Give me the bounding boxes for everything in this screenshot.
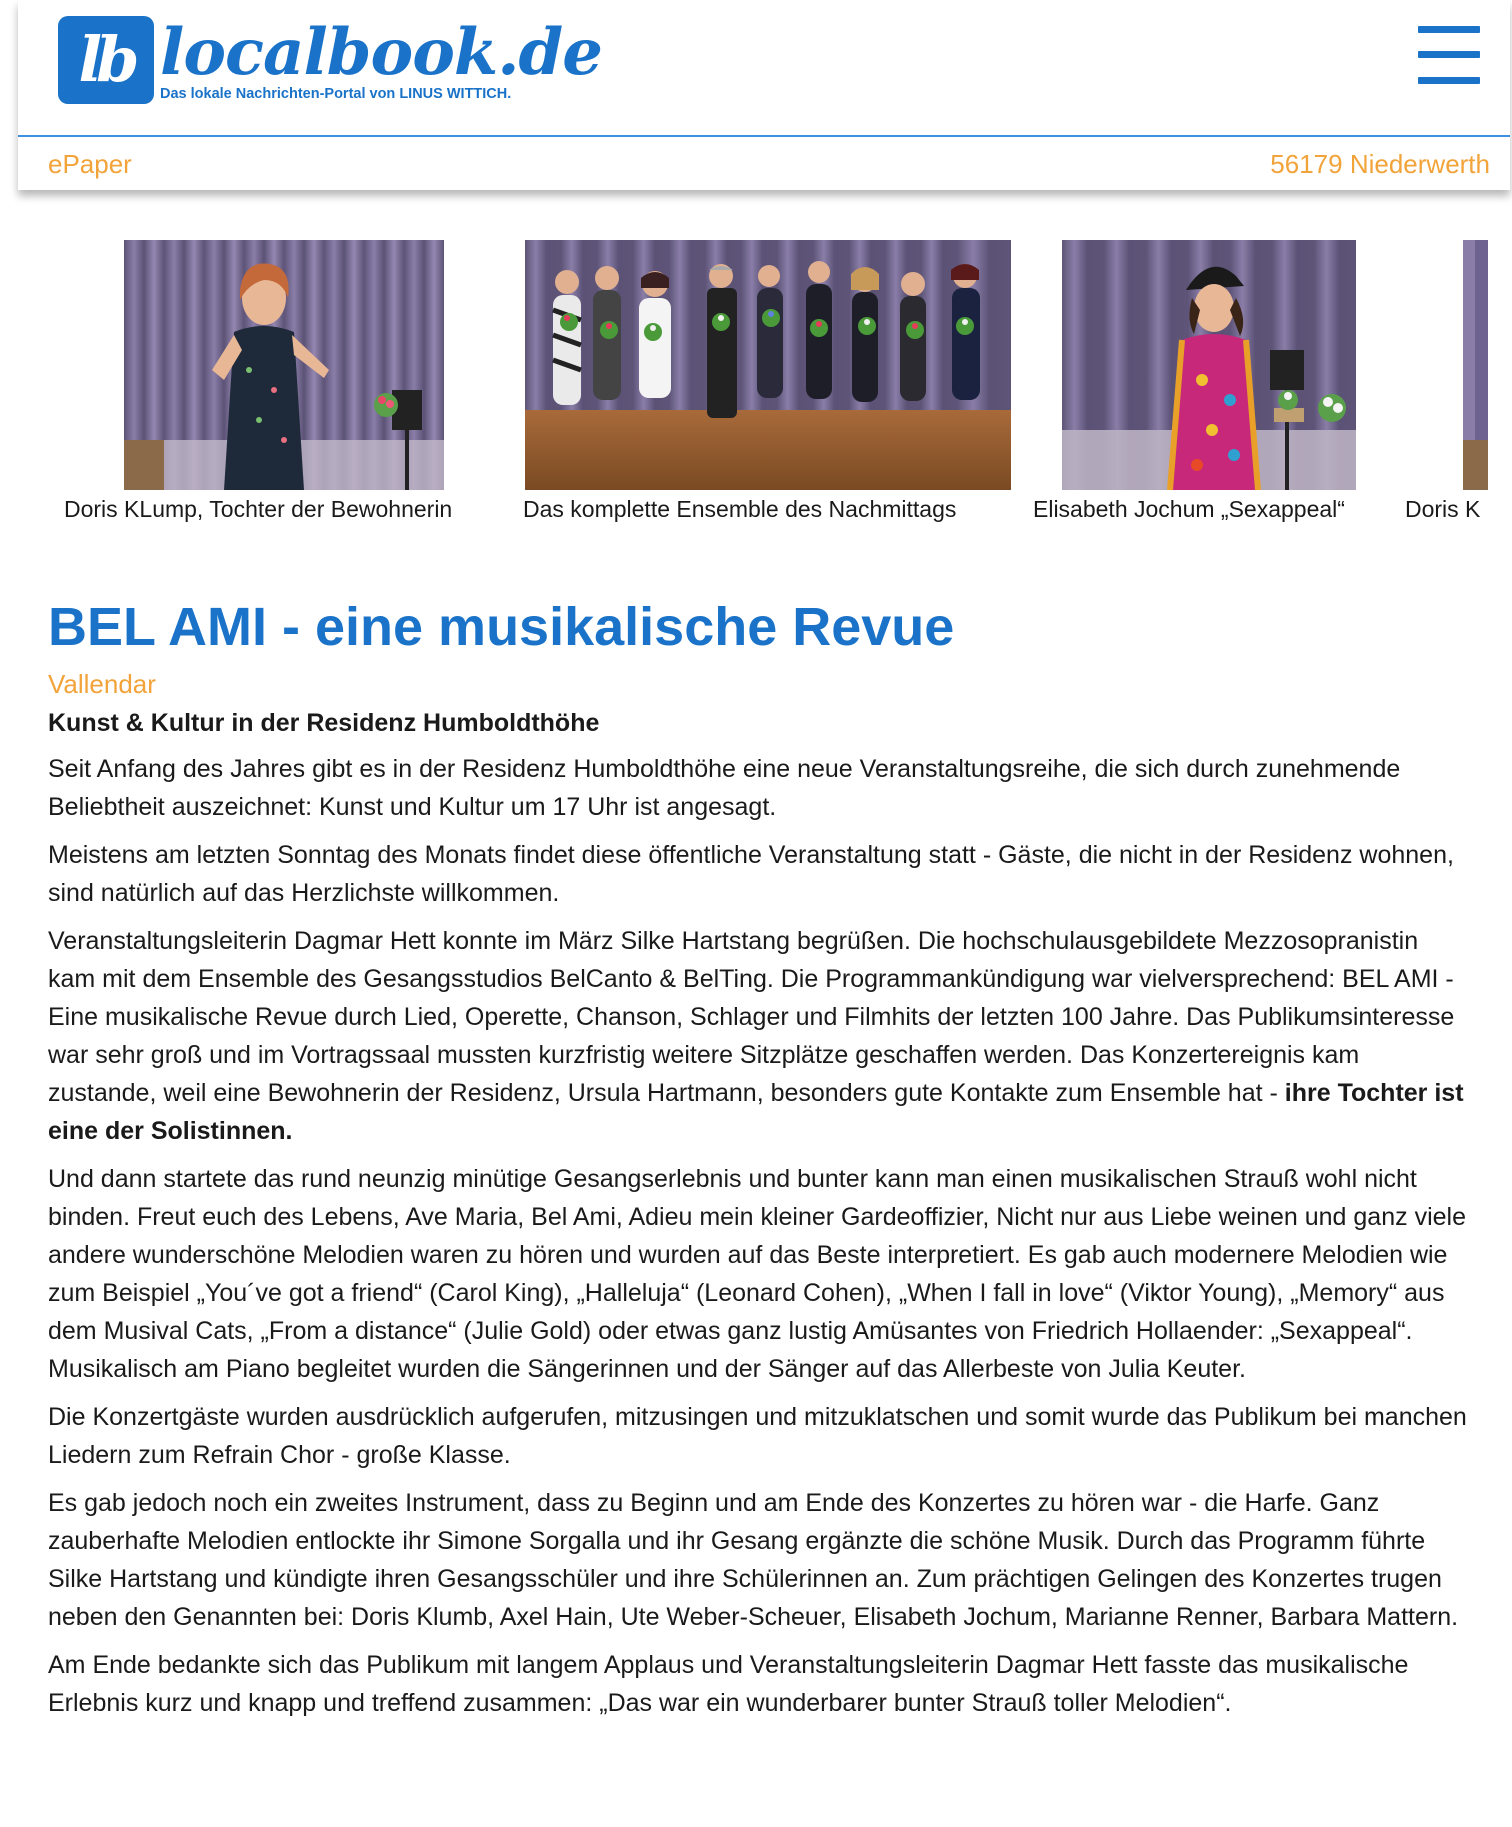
paragraph-text: Veranstaltungsleiterin Dagmar Hett konnte im März Silke Hartstang begrüßen. Die hochschulausgebildete Mezzosopranistin kam mit dem Ensemble des Gesangsstudios BelCanto & BelTing. Die Programmankündigung war vielversprechend: BEL AMI - Eine musikalische Revue durch Lied, Operette, Chanson, Schlager und Filmhits der letzten 100 Jahre. Das Publikumsinteresse war sehr groß und im Vortragssaal mussten kurzfristig weitere Sitzplätze geschaffen werden. Das Konzertereignis kam zustande, weil eine Bewohnerin der Residenz, Ursula Hartmann, besonders gute Kontakte zum Ensemble hat -	[48, 927, 1455, 1107]
gallery-photo[interactable]	[525, 240, 1011, 490]
article	[48, 592, 1468, 1722]
article-paragraph: Meistens am letzten Sonntag des Monats findet diese öffentliche Veranstaltung statt - Gäste, die nicht in der Residenz wohnen, sind natürlich auf das Herzlichste willkommen.	[48, 841, 1454, 907]
hamburger-menu-icon[interactable]	[1418, 26, 1480, 84]
site-header	[18, 0, 1510, 190]
sexappeal-photo	[1062, 240, 1356, 490]
gallery-photo[interactable]	[1062, 240, 1356, 490]
article-paragraph: Es gab jedoch noch ein zweites Instrument, dass zu Beginn und am Ende des Konzertes zu hören war - die Harfe. Ganz zauberhafte Melodien entlockte ihr Simone Sorgalla und ihr Gesang ergänzte die schöne Musik. Durch das Programm führte Silke Hartstang und kündigte ihren Gesangsschüler und ihre Schülerinnen an. Zum prächtigen Gelingen des Konzertes trugen neben den Genannten bei: Doris Klumb, Axel Hain, Ute Weber-Scheuer, Elisabeth Jochum, Marianne Renner, Barbara Mattern.	[48, 1489, 1459, 1631]
article-paragraph	[48, 922, 1468, 1150]
singer-photo	[124, 240, 444, 490]
photo-gallery[interactable]	[0, 240, 1512, 540]
logo-title: localbook.de	[160, 15, 602, 90]
article-paragraph: Die Konzertgäste wurden ausdrücklich aufgerufen, mitzusingen und mitzuklatschen und somit wurde das Publikum bei manchen Liedern zum Refrain Chor - große Klasse.	[48, 1403, 1467, 1469]
gallery-caption: Doris KLump, Tochter der Bewohnerin	[64, 496, 453, 522]
gallery-caption: Doris K	[1405, 496, 1481, 522]
menu-bar	[1418, 51, 1480, 58]
epaper-link[interactable]: ePaper	[48, 149, 132, 179]
paragraph-bold-text: ihre Tochter ist eine der Solistinnen.	[48, 1079, 1464, 1145]
gallery-caption: Das komplette Ensemble des Nachmittags	[523, 496, 957, 522]
article-paragraph: Am Ende bedankte sich das Publikum mit langem Applaus und Veranstaltungsleiterin Dagmar Hett fasste das musikalische Erlebnis kurz und knapp und treffend zusammen: „Das war ein wunderbarer bunter Strauß toller Melodien“.	[48, 1651, 1409, 1717]
partial-photo	[1463, 240, 1488, 490]
gallery-photo[interactable]	[124, 240, 444, 490]
article-location[interactable]: Vallendar	[48, 669, 156, 699]
location-link[interactable]: 56179 Niederwerth	[1270, 149, 1490, 179]
header-divider	[18, 135, 1510, 137]
article-title: BEL AMI - eine musikalische Revue	[48, 597, 955, 657]
logo-text	[160, 16, 602, 102]
logo-badge: lb	[58, 16, 154, 104]
gallery-photo[interactable]	[1463, 240, 1488, 490]
menu-bar	[1418, 77, 1480, 84]
gallery-caption: Elisabeth Jochum „Sexappeal“	[1033, 496, 1345, 522]
article-paragraph: Seit Anfang des Jahres gibt es in der Residenz Humboldthöhe eine neue Veranstaltungsreihe, die sich durch zunehmende Beliebtheit auszeichnet: Kunst und Kultur um 17 Uhr ist angesagt.	[48, 755, 1401, 821]
logo-subtitle: Das lokale Nachrichten-Portal von LINUS WITTICH.	[160, 86, 512, 102]
article-subtitle: Kunst & Kultur in der Residenz Humboldthöhe	[48, 709, 600, 737]
article-paragraph: Und dann startete das rund neunzig minütige Gesangserlebnis und bunter kann man einen musikalischen Strauß wohl nicht binden. Freut euch des Lebens, Ave Maria, Bel Ami, Adieu mein kleiner Gardeoffizier, Nicht nur aus Liebe weinen und ganz viele andere wunderschöne Melodien waren zu hören und wurden auf das Beste interpretiert. Es gab auch modernere Melodien wie zum Beispiel „You´ve got a friend“ (Carol King), „Halleluja“ (Leonard Cohen), „When I fall in love“ (Viktor Young), „Memory“ aus dem Musival Cats, „From a distance“ (Julie Gold) oder etwas ganz lustig Amüsantes von Friedrich Hollaender: „Sexappeal“. Musikalisch am Piano begleitet wurden die Sängerinnen und der Sänger auf das Allerbeste von Julia Keuter.	[48, 1165, 1466, 1383]
menu-bar	[1418, 26, 1480, 33]
site-logo[interactable]	[58, 16, 602, 104]
ensemble-photo	[525, 240, 1011, 490]
